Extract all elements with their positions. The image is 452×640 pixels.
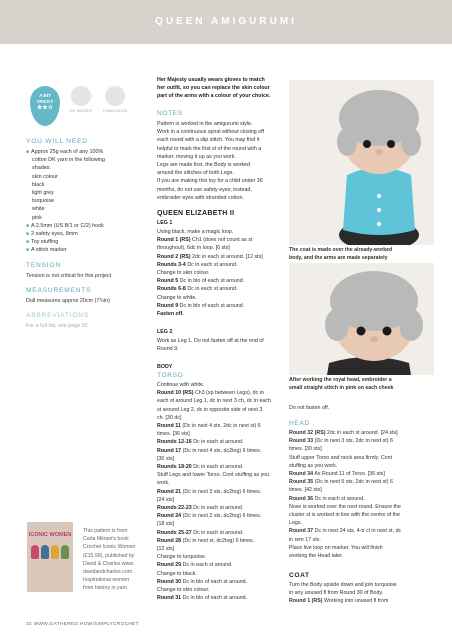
leg2-heading: LEG 2 [157, 329, 173, 335]
coat-heading: COAT [289, 572, 310, 579]
instruction-line: Round 11 (Dc in next 4 sts, 2dc in next st) 6 [157, 423, 261, 430]
instruction-line: Rounds 22-23 Dc in each st around. [157, 505, 244, 512]
instruction-line: Round 28 (Dc in next st, dc2tog) 6 times. [157, 537, 255, 544]
instruction-line: Rounds 3-4 Dc in each st around. [157, 261, 238, 268]
instruction-line: [30 sts] [157, 455, 175, 462]
body-heading: BODY [157, 364, 173, 370]
list-item: ■ Approx 25g each of any 100% [26, 149, 104, 155]
instruction-line: Round 31 Dc in blo of each st around. [157, 595, 248, 602]
leg2-instructions: Work as Leg 1. Do not fasten off at the end of Round 9. [157, 338, 264, 353]
page-title: QUEEN AMIGURUMI [155, 16, 297, 27]
instruction-line: Change to skin colour. [157, 587, 210, 594]
instruction-line: Rounds 25-27 Dc in each st around. [157, 529, 244, 536]
instruction-line: Round 30 Dc in blo of each st around. [157, 578, 248, 585]
difficulty-line2: TRICKY [36, 99, 54, 104]
instruction-line: Round 24 (Dc in next 2 sts, dc2tog) 6 times. [157, 513, 262, 520]
instruction-line: Change to black. [157, 570, 197, 577]
notes-text: Pattern is worked in the amigurumi style. Work in a continuous spiral without closing off each round with a slip stitch. You may find it helpful to mark the first st of the round with a marker, moving it up as you work. Legs are made first, the Body is worked around the stitches of both Legs. If you are making this toy for a child under 36 months, do not use safety eyes; instead, embroider eyes with stranded cotton. [157, 121, 264, 201]
instruction-line: Place live loop on marker. You will finish [289, 544, 383, 551]
instruction-line: Round 37 Dc in next 24 sts, 4-tr cl in next st, dc [289, 528, 402, 535]
leg1-heading: LEG 1 [157, 220, 173, 226]
notes-heading: NOTES [157, 110, 183, 117]
instruction-line: ch. [30 dc] [157, 414, 182, 421]
book-cover-title: ICONIC WOMEN [28, 532, 72, 538]
abbreviations-heading: ABBREVIATIONS [26, 312, 90, 319]
photo2-caption: After working the royal head, embroider a small straight stitch in pink on each cheek [289, 377, 394, 391]
instruction-line: cluster st is worked in line with the centre of the [289, 512, 400, 519]
weight-badge [68, 86, 94, 126]
queen-head-image [289, 263, 434, 375]
instruction-line: Rounds 6-8 Dc in each st around. [157, 286, 238, 293]
list-item: skin colour [32, 173, 58, 180]
instruction-line: Change to white. [157, 294, 197, 301]
do-not-fasten-text: Do not fasten off. [289, 405, 330, 411]
instruction-line: each st around Leg 1, dc in next 3 ch, dc in each [157, 398, 271, 405]
instruction-line: work. [157, 480, 170, 487]
list-item: shades: [32, 165, 51, 172]
instruction-line: Round 9 Dc in blo of each st around. [157, 302, 245, 309]
abbreviations-text: For a full list, see page 92 [26, 323, 88, 329]
instruction-line: Round 32 (RS) 2dc in each st around. [24 sts] [289, 430, 398, 436]
list-item: white [32, 206, 45, 213]
instruction-line: Round 2 (RS) 2dc in each st around. [12 sts] [157, 253, 263, 260]
instruction-line: stuffing as you work. [289, 462, 338, 469]
instruction-line: Round 1 (RS) Working into unused fl from [289, 598, 389, 605]
page-header [0, 0, 452, 44]
difficulty-badge [30, 86, 60, 126]
photo1-caption: The coat is made over the already-worked body, and the arms are made separately [289, 247, 393, 261]
list-item: light grey [32, 190, 54, 197]
page-footer: 32 WWW.GATHERED.HOW/SIMPLYCROCHET [26, 622, 139, 627]
instruction-line: working the Head later. [289, 553, 344, 560]
instruction-line: [12 sts] [157, 546, 175, 553]
instruction-line: Legs. [289, 520, 302, 527]
list-item: ■ A stitch marker [26, 247, 67, 254]
instruction-line: Change to skin colour. [157, 270, 210, 277]
book-cover-dolls [27, 545, 73, 559]
instruction-line: times. [42 sts] [289, 487, 322, 494]
intro-text: Her Majesty usually wears gloves to match her outfit, so you can replace the skin colour part of the arms with a colour of your choice. [157, 77, 271, 100]
difficulty-stars: ★★☆ [36, 105, 54, 111]
head-instructions [289, 429, 435, 560]
instruction-line: Rounds 18-20 Dc in each st around. [157, 464, 244, 471]
hook-icon [105, 86, 125, 106]
instruction-line: [24 sts] [157, 496, 175, 503]
head-heading: HEAD [289, 420, 310, 427]
instruction-line: Round 1 (RS) Ch1 (does not count as st [157, 237, 253, 244]
hook-badge [102, 86, 128, 126]
instruction-line: Round 33 (Dc in next 3 sts, 2dc in next st) 6 [289, 438, 393, 445]
instruction-line: Round 29 Dc in each st around. [157, 562, 233, 569]
instruction-line: Round 17 (Dc in next 4 sts, dc2tog) 6 times. [157, 447, 262, 454]
you-will-need-heading: YOU WILL NEED [26, 138, 88, 145]
list-item: black [32, 181, 45, 188]
instruction-line: in any unused fl from Round 30 of Body. [289, 590, 384, 597]
queen-doll-full-image [289, 80, 434, 245]
instruction-line: Round 10 (RS) Ch3 (sp between Legs), dc in [157, 390, 264, 397]
queen-doll-photo [289, 80, 434, 245]
measurements-heading: MEASUREMENTS [26, 287, 92, 294]
list-item: ■ 2 safety eyes, 8mm [26, 231, 78, 238]
difficulty-badges [30, 86, 128, 126]
you-will-need-list [26, 148, 144, 255]
torso-heading: TORSO [157, 372, 184, 379]
weight-label: OK WEIGHT [69, 108, 93, 113]
instruction-line: times. [36 sts] [157, 431, 190, 438]
list-item: cotton DK yarn in the following [32, 157, 105, 164]
list-item: ■ A 2.5mm (US B/1 or C/2) hook [26, 222, 104, 229]
measurements-text: Doll measures approx 20cm (7¾in) [26, 298, 110, 304]
instruction-line: Using black, make a magic loop. [157, 229, 234, 235]
instruction-line: Stuff Legs and lower Torso. Cont stuffing as you [157, 472, 270, 479]
instruction-line: Turn the Body upside down and join turquoise [289, 582, 397, 588]
torso-instructions [157, 381, 285, 602]
leg1-instructions [157, 228, 285, 318]
coat-instructions [289, 581, 435, 606]
tension-heading: TENSION [26, 262, 61, 269]
instruction-line: Round 5 Dc in blo of each st around. [157, 278, 245, 285]
instruction-line: Change to turquoise. [157, 554, 207, 561]
instruction-line: Nose is worked over the next round. Ensure the [289, 503, 401, 510]
difficulty-line1: A BIT [39, 93, 51, 98]
queen-heading: QUEEN ELIZABETH II [157, 210, 235, 217]
instruction-line: times. [30 sts] [289, 446, 322, 453]
queen-head-photo [289, 263, 434, 375]
hook-label: 2.5MM HOOK [102, 108, 128, 113]
instruction-line: Rounds 12-16 Dc in each st around. [157, 439, 244, 446]
instruction-line: Round 21 (Dc in next 3 sts, dc2tog) 6 times. [157, 488, 262, 495]
yarn-ball-icon [71, 86, 91, 106]
instruction-line: [18 sts] [157, 521, 175, 528]
instruction-line: throughout), 6dc in loop. [6 sts] [157, 245, 230, 252]
list-item: ■ Toy stuffing [26, 239, 59, 246]
instruction-line: in rem 17 sts. [289, 536, 321, 543]
instruction-line: Round 36 Dc in each st around. [289, 495, 365, 502]
instruction-line: Stuff upper Torso and neck area firmly. Cont [289, 454, 393, 461]
book-credit: This pattern is from Carla Mitrani's book Crochet Iconic Women (£15.99), published by David & Charles www. davidandcharles.com Inspirational women from history in yarn [83, 528, 136, 592]
instruction-line: Round 34 As Round 11 of Torso. [36 sts] [289, 471, 385, 478]
list-item: turquoise [32, 198, 55, 205]
list-item: pink [32, 214, 42, 221]
instruction-line: Continue with white. [157, 382, 205, 388]
instruction-line: Fasten off. [157, 311, 184, 318]
instruction-line: Round 35 (Dc in next 5 sts, 2dc in next st) 6 [289, 479, 393, 486]
book-cover-image [27, 522, 73, 592]
instruction-line: st around Leg 2, dc in opposite side of next 3 [157, 406, 263, 413]
tension-text: Tension is not critical for this project [26, 273, 112, 279]
